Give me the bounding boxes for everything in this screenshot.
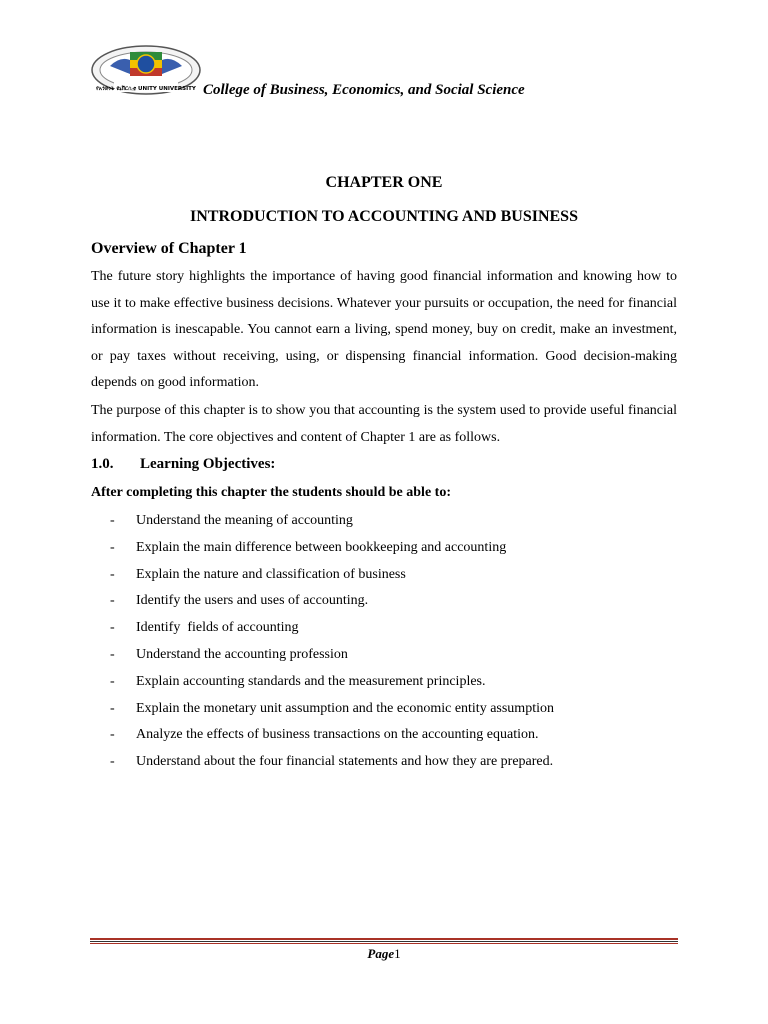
- overview-paragraph: The future story highlights the importance of having good financial information and knowing how to use it to make effective business decisions. Whatever your pursuits or occupation, the need for financial information is inescapable. You cannot earn a living, spend money, buy on credit, make an investment, or pay taxes without receiving, using, or dispensing financial information. Good decision-making depends on good information.: [91, 269, 677, 391]
- section-title: Learning Objectives:: [140, 456, 276, 472]
- objective-text: Explain the monetary unit assumption and the economic entity assumption: [136, 700, 554, 716]
- footer-divider: [90, 938, 678, 944]
- list-item: [110, 722, 554, 749]
- objectives-intro: After completing this chapter the students should be able to:: [91, 485, 451, 500]
- college-name: College of Business, Economics, and Social Science: [203, 82, 525, 98]
- objective-text: Identify the users and uses of accounting.: [136, 593, 369, 609]
- objective-text: Explain the nature and classification of business: [136, 566, 406, 582]
- list-item: [110, 588, 554, 615]
- list-item: [110, 696, 554, 723]
- objective-text: Explain accounting standards and the measurement principles.: [136, 673, 486, 689]
- list-item: [110, 749, 554, 776]
- bullet-dash: -: [110, 700, 115, 716]
- bullet-dash: -: [110, 593, 115, 609]
- list-item: [110, 669, 554, 696]
- bullet-dash: -: [110, 673, 115, 689]
- objective-text: Identify fields of accounting: [136, 620, 299, 636]
- list-item: [110, 508, 554, 535]
- objective-text: Analyze the effects of business transactions on the accounting equation.: [136, 727, 539, 743]
- chapter-subtitle: INTRODUCTION TO ACCOUNTING AND BUSINESS: [190, 208, 578, 225]
- purpose-paragraph: The purpose of this chapter is to show you that accounting is the system used to provide useful financial information. The core objectives and content of Chapter 1 are as follows.: [91, 403, 677, 445]
- university-logo: [90, 44, 202, 100]
- bullet-dash: -: [110, 754, 115, 770]
- logo-text: የአንድነት ዩኒቨርሲቲ UNITY UNIVERSITY: [96, 86, 196, 92]
- list-item: [110, 615, 554, 642]
- section-number: 1.0.: [91, 456, 114, 472]
- chapter-title: CHAPTER ONE: [325, 174, 443, 191]
- bullet-dash: -: [110, 727, 115, 743]
- bullet-dash: -: [110, 620, 115, 636]
- objective-text: Explain the main difference between bookkeeping and accounting: [136, 539, 507, 555]
- objective-text: Understand the meaning of accounting: [136, 513, 353, 528]
- objective-text: Understand the accounting profession: [136, 646, 348, 662]
- page-label: Page: [367, 946, 395, 961]
- objective-text: Understand about the four financial statements and how they are prepared.: [136, 754, 554, 770]
- page-number: [0, 946, 768, 962]
- objectives-list: [110, 508, 554, 776]
- list-item: [110, 562, 554, 589]
- list-item: [110, 642, 554, 669]
- learning-objectives-heading: [91, 456, 275, 473]
- overview-heading: Overview of Chapter 1: [91, 240, 247, 257]
- bullet-dash: -: [110, 513, 115, 528]
- bullet-dash: -: [110, 539, 115, 555]
- page-header: [90, 44, 690, 104]
- page-number-value: 1: [394, 946, 401, 961]
- bullet-dash: -: [110, 646, 115, 662]
- list-item: [110, 535, 554, 562]
- bullet-dash: -: [110, 566, 115, 582]
